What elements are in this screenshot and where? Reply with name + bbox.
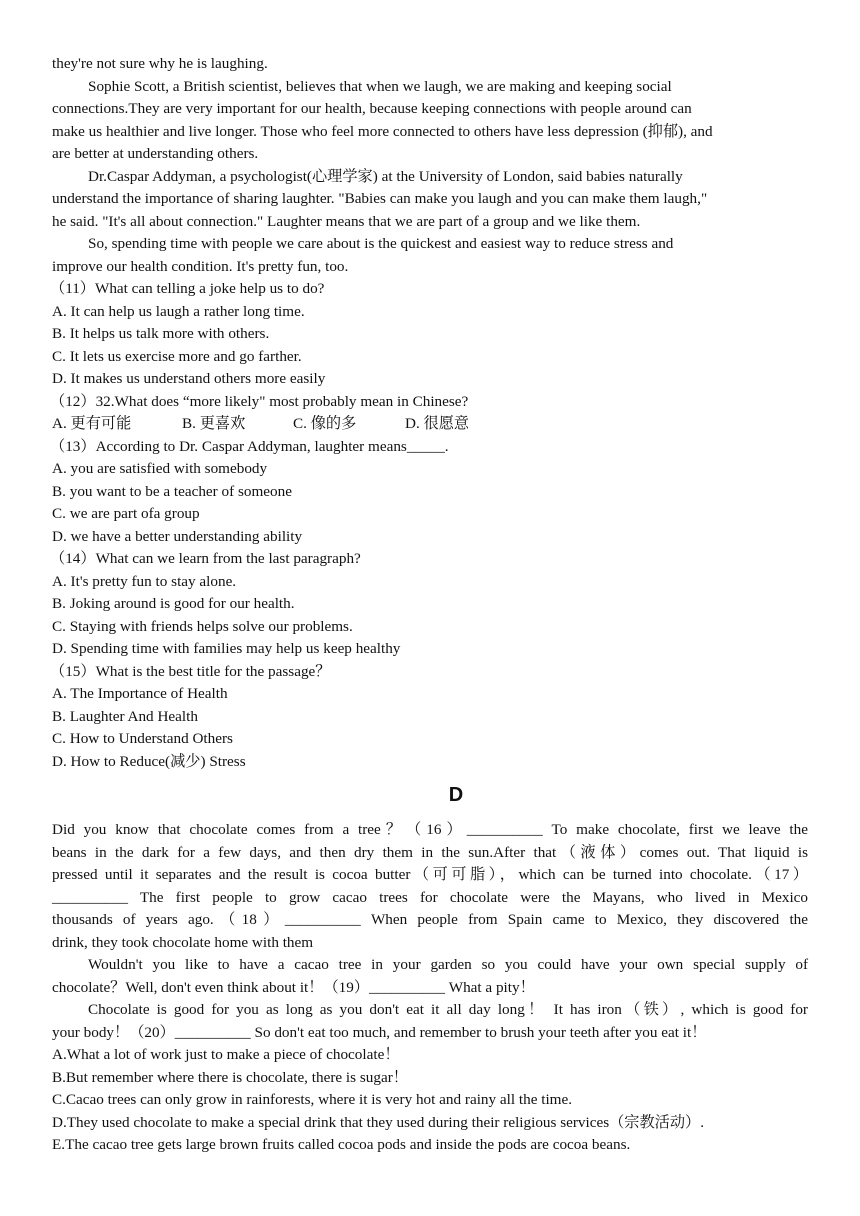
question-option: B. 更喜欢 [182,415,246,432]
passage-line: understand the importance of sharing laughter. "Babies can make you laugh and you can make them laugh," [52,190,708,207]
question-option: A. It can help us laugh a rather long time. [52,303,305,320]
question-option: D. It makes us understand others more easily [52,370,326,387]
question-option: B. Joking around is good for our health. [52,595,295,612]
answer-option: A.What a lot of work just to make a piece of chocolate！ [52,1046,400,1063]
question-option: B. It helps us talk more with others. [52,325,270,342]
passage-line: drink, they took chocolate home with them [52,934,314,951]
passage-line: chocolate？Well, don't even think about it！（19）__________ What a pity！ [52,979,535,996]
passage-line: pressed until it separates and the result is cocoa butter（可可脂），which can be turned into chocolate.（17） [52,866,808,883]
question-option: B. Laughter And Health [52,708,198,725]
question-option: C. 像的多 [293,415,357,432]
question-option: B. you want to be a teacher of someone [52,483,292,500]
passage-line: are better at understanding others. [52,145,259,162]
passage-line: your body！（20）__________ So don't eat too much, and remember to brush your teeth after you eat it！ [52,1024,707,1041]
question-option: C. we are part ofa group [52,505,200,522]
passage-line: Did you know that chocolate comes from a tree？（16）__________ To make chocolate, first we leave the [52,821,808,838]
question-stem: （15）What is the best title for the passage？ [50,663,331,680]
question-option: A. 更有可能 [52,415,132,432]
question-stem: （13）According to Dr. Caspar Addyman, laughter means_____. [50,438,449,455]
passage-line: thousands of years ago.（18）__________ When people from Spain came to Mexico, they discovered the [52,911,808,928]
passage-line: connections.They are very important for our health, because keeping connections with people around can [52,100,692,117]
answer-option: B.But remember where there is chocolate, there is sugar！ [52,1069,408,1086]
answer-option: D.They used chocolate to make a special drink that they used during their religious services（宗教活动）. [52,1114,705,1131]
passage-line: beans in the dark for a few days, and then dry them in the sun.After that（液体）comes out. That liquid is [52,844,808,861]
question-option: C. How to Understand Others [52,730,233,747]
passage-line: Wouldn't you like to have a cacao tree in your garden so you could have your own special supply of [88,956,808,973]
passage-line: __________ The first people to grow cacao trees for chocolate were the Mayans, who lived in Mexico [52,889,808,906]
passage-line: Sophie Scott, a British scientist, believes that when we laugh, we are making and keeping social [88,78,672,95]
answer-option: C.Cacao trees can only grow in rainforests, where it is very hot and rainy all the time. [52,1091,573,1108]
passage-line: improve our health condition. It's pretty fun, too. [52,258,349,275]
passage-line: make us healthier and live longer. Those who feel more connected to others have less depression (抑郁), and [52,123,713,140]
question-option: A. you are satisfied with somebody [52,460,268,477]
question-option: C. Staying with friends helps solve our problems. [52,618,353,635]
question-option: A. The Importance of Health [52,685,228,702]
question-option: D. Spending time with families may help us keep healthy [52,640,401,657]
question-option: D. 很愿意 [405,415,470,432]
question-option: A. It's pretty fun to stay alone. [52,573,237,590]
passage-line: Dr.Caspar Addyman, a psychologist(心理学家) at the University of London, said babies naturally [88,168,683,185]
passage-line: So, spending time with people we care about is the quickest and easiest way to reduce stress and [88,235,674,252]
passage-line: they're not sure why he is laughing. [52,55,268,72]
section-title: D [448,784,464,806]
question-stem: （11）What can telling a joke help us to do? [50,280,325,297]
question-stem: （12）32.What does “more likely" most probably mean in Chinese? [50,393,469,410]
question-option: D. How to Reduce(减少) Stress [52,753,246,770]
question-option: C. It lets us exercise more and go farther. [52,348,302,365]
passage-line: Chocolate is good for you as long as you don't eat it all day long！ It has iron（铁）, which is good for [88,1001,808,1018]
answer-option: E.The cacao tree gets large brown fruits called cocoa pods and inside the pods are cocoa beans. [52,1136,631,1153]
question-option: D. we have a better understanding ability [52,528,303,545]
question-stem: （14）What can we learn from the last paragraph? [50,550,361,567]
passage-line: he said. "It's all about connection." Laughter means that we are part of a group and we like them. [52,213,641,230]
